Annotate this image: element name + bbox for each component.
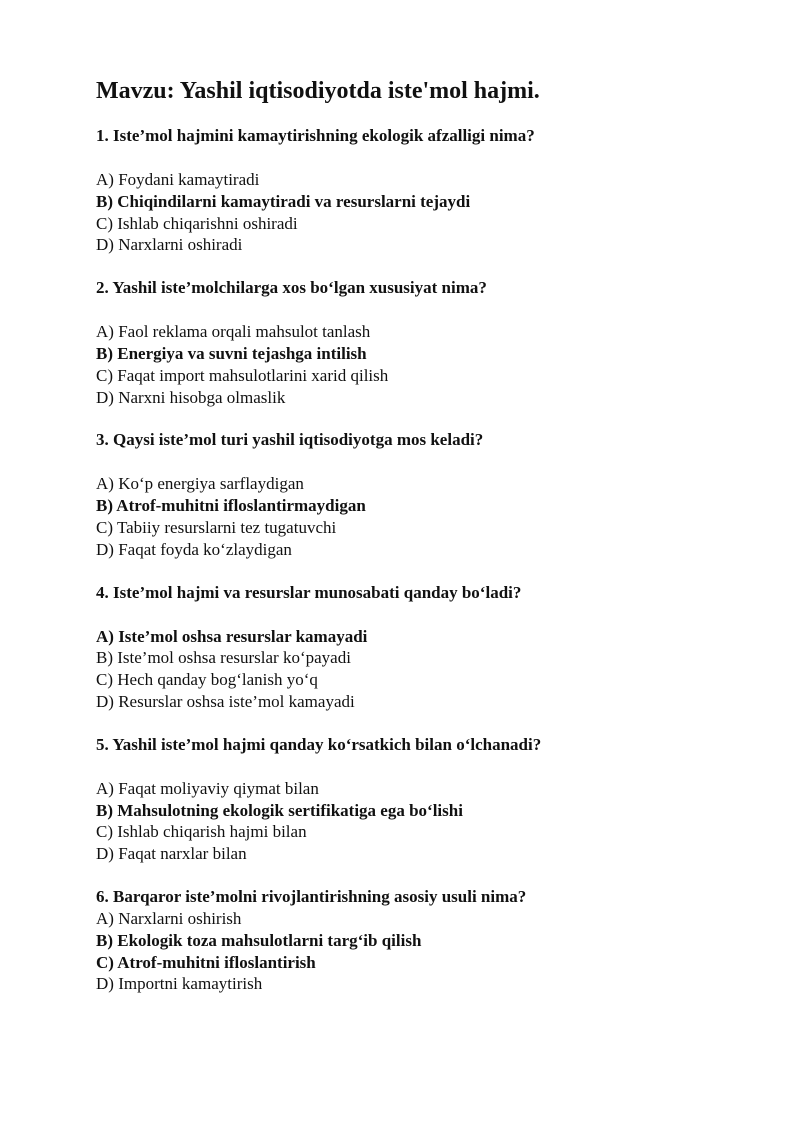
question-text: 4. Iste’mol hajmi va resurslar munosabati qanday bo‘ladi? xyxy=(96,582,522,602)
question-text: 3. Qaysi iste’mol turi yashil iqtisodiyotga mos keladi? xyxy=(96,430,484,450)
answer-option-d: D) Narxni hisobga olmaslik xyxy=(96,387,286,407)
answer-options xyxy=(96,321,756,408)
answer-option-a: A) Ko‘p energiya sarflaydigan xyxy=(96,474,304,494)
document-page xyxy=(96,76,756,1016)
question-block-4 xyxy=(96,582,756,713)
answer-option-a: A) Narxlarni oshirish xyxy=(96,908,242,928)
answer-options xyxy=(96,626,756,713)
answer-option-d: D) Narxlarni oshiradi xyxy=(96,235,243,255)
question-block-5 xyxy=(96,734,756,865)
answer-options xyxy=(96,473,756,560)
answer-option-c: C) Hech qanday bog‘lanish yo‘q xyxy=(96,670,318,690)
question-block-6 xyxy=(96,886,756,995)
answer-options xyxy=(96,778,756,865)
answer-option-a: A) Foydani kamaytiradi xyxy=(96,170,260,189)
answer-option-b: B) Mahsulotning ekologik sertifikatiga ega bo‘lishi xyxy=(96,800,463,820)
answer-option-b: B) Ekologik toza mahsulotlarni targ‘ib qilish xyxy=(96,930,422,950)
question-text: 1. Iste’mol hajmini kamaytirishning ekologik afzalligi nima? xyxy=(96,126,535,145)
question-block-2 xyxy=(96,277,756,408)
answer-option-c: C) Faqat import mahsulotlarini xarid qilish xyxy=(96,365,389,385)
answer-option-b: B) Iste’mol oshsa resurslar ko‘payadi xyxy=(96,648,351,668)
answer-options xyxy=(96,169,756,256)
answer-option-b: B) Energiya va suvni tejashga intilish xyxy=(96,343,367,363)
answer-option-d: D) Faqat narxlar bilan xyxy=(96,844,247,864)
question-text: 2. Yashil iste’molchilarga xos bo‘lgan xususiyat nima? xyxy=(96,278,487,298)
question-text: 6. Barqaror iste’molni rivojlantirishning asosiy usuli nima? xyxy=(96,886,527,906)
document-title: Mavzu: Yashil iqtisodiyotda iste'mol hajmi. xyxy=(96,78,540,104)
answer-option-a: A) Iste’mol oshsa resurslar kamayadi xyxy=(96,626,368,646)
answer-option-d: D) Resurslar oshsa iste’mol kamayadi xyxy=(96,691,355,711)
answer-option-b: B) Chiqindilarni kamaytiradi va resurslarni tejaydi xyxy=(96,191,471,211)
answer-options xyxy=(96,908,756,995)
answer-option-a: A) Faqat moliyaviy qiymat bilan xyxy=(96,778,319,798)
answer-option-b: B) Atrof-muhitni ifloslantirmaydigan xyxy=(96,496,366,516)
question-block-3 xyxy=(96,429,756,560)
answer-option-c: C) Ishlab chiqarish hajmi bilan xyxy=(96,822,307,842)
answer-option-a: A) Faol reklama orqali mahsulot tanlash xyxy=(96,322,371,342)
answer-option-c: C) Ishlab chiqarishni oshiradi xyxy=(96,213,298,233)
question-text: 5. Yashil iste’mol hajmi qanday ko‘rsatkich bilan o‘lchanadi? xyxy=(96,734,542,754)
answer-option-d: D) Importni kamaytirish xyxy=(96,974,263,994)
answer-option-c: C) Atrof-muhitni ifloslantirish xyxy=(96,952,316,972)
question-block-1 xyxy=(96,125,756,256)
answer-option-c: C) Tabiiy resurslarni tez tugatuvchi xyxy=(96,517,337,537)
answer-option-d: D) Faqat foyda ko‘zlaydigan xyxy=(96,539,292,559)
